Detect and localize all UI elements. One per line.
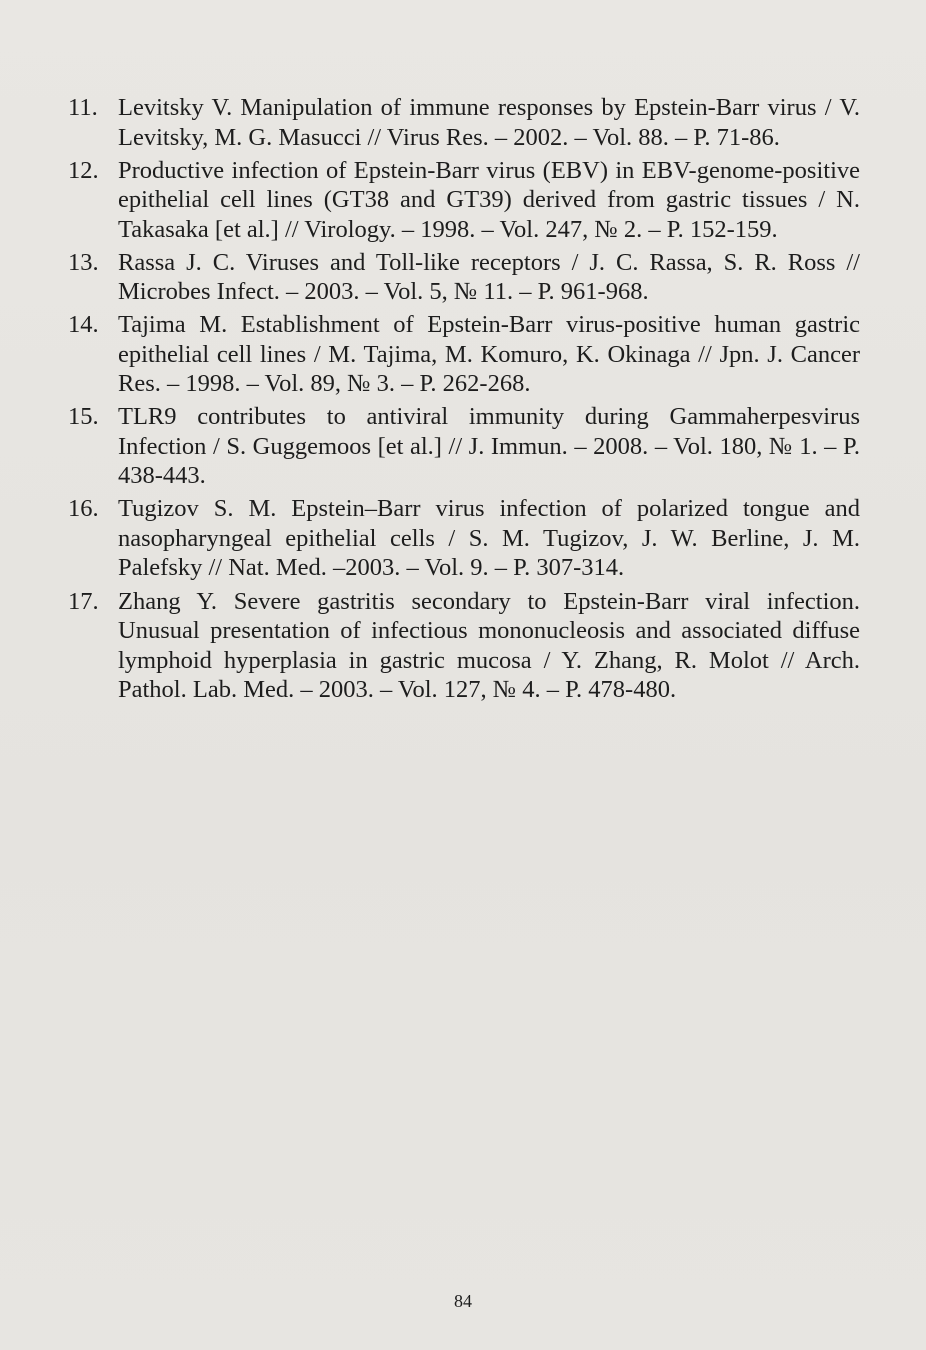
reference-item xyxy=(68,494,860,583)
reference-item xyxy=(68,310,860,399)
reference-text: Productive infection of Epstein-Barr virus (EBV) in EBV-genome-positive epithelial cell lines (GT38 and GT39) derived from gastric tissues / N. Takasaka [et al.] // Virology. – 1998. – Vol. 247, № 2. – P. 152-159. xyxy=(118,156,860,243)
reference-text: TLR9 contributes to antiviral immunity during Gammaherpesvirus Infection / S. Guggemoos [et al.] // J. Immun. – 2008. – Vol. 180, № 1. – P. 438-443. xyxy=(118,403,860,490)
reference-text: Levitsky V. Manipulation of immune responses by Epstein-Barr virus / V. Levitsky, M. G. Masucci // Virus Res. – 2002. – Vol. 88. – P. 71-86. xyxy=(118,94,860,151)
reference-number: 11. xyxy=(68,94,98,121)
reference-number: 12. xyxy=(68,156,99,184)
reference-number: 14. xyxy=(68,311,99,339)
reference-number: 13. xyxy=(68,248,99,276)
reference-number: 17. xyxy=(68,587,99,615)
reference-text: Tugizov S. M. Epstein–Barr virus infection of polarized tongue and nasopharyngeal epithelial cells / S. M. Tugizov, J. W. Berline, J. M. Palefsky // Nat. Med. –2003. – Vol. 9. – P. 307-314. xyxy=(118,495,860,582)
reference-item xyxy=(68,402,860,491)
reference-item xyxy=(68,248,860,307)
reference-number: 15. xyxy=(68,403,99,431)
reference-text: Zhang Y. Severe gastritis secondary to Epstein-Barr viral infection. Unusual presentation of infectious mononucleosis and associated diffuse lymphoid hyperplasia in gastric mucosa / Y. Zhang, R. Molot // Arch. Pathol. Lab. Med. – 2003. – Vol. 127, № 4. – P. 478-480. xyxy=(118,587,860,704)
page-number: 84 xyxy=(454,1291,472,1311)
reference-item xyxy=(68,156,860,245)
reference-text: Tajima M. Establishment of Epstein-Barr virus-positive human gastric epithelial cell lines / M. Tajima, M. Komuro, K. Okinaga // Jpn. J. Cancer Res. – 1998. – Vol. 89, № 3. – P. 262-268. xyxy=(118,311,860,398)
reference-item xyxy=(68,93,860,152)
reference-item xyxy=(68,587,860,705)
reference-number: 16. xyxy=(68,495,99,523)
reference-list xyxy=(68,93,860,708)
reference-text: Rassa J. C. Viruses and Toll-like receptors / J. C. Rassa, S. R. Ross // Microbes Infect. – 2003. – Vol. 5, № 11. – P. 961-968. xyxy=(118,248,860,306)
